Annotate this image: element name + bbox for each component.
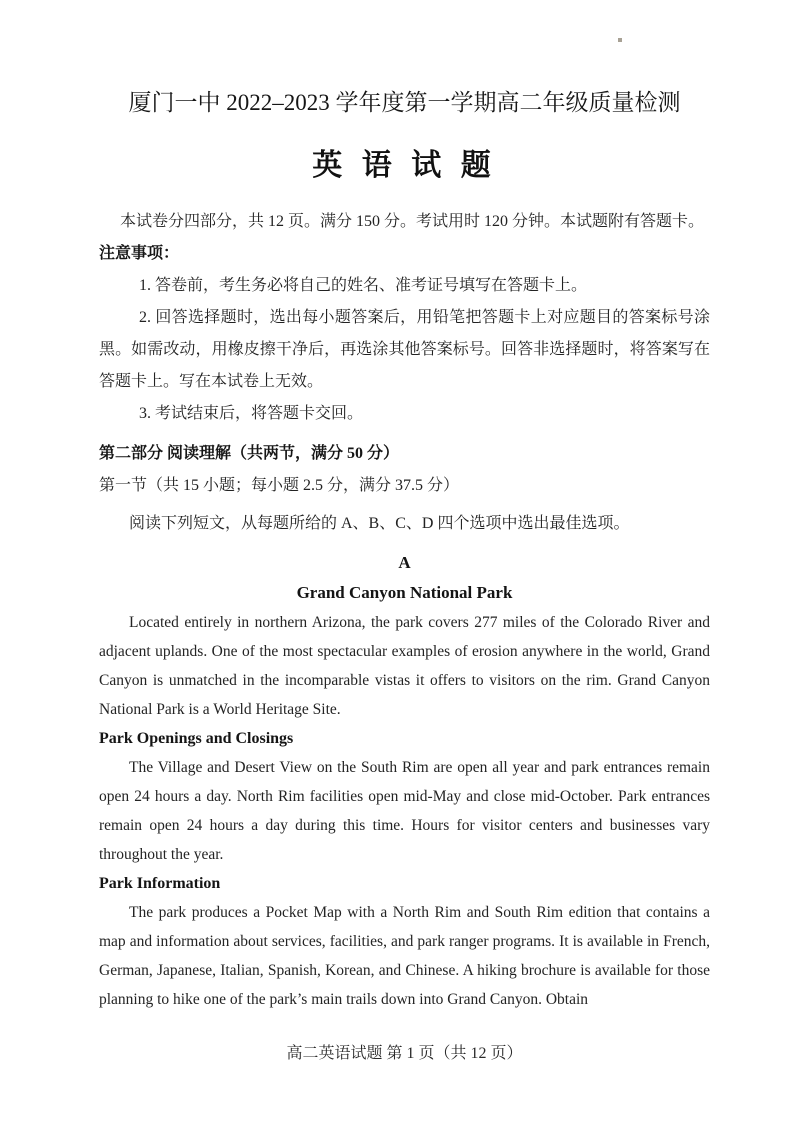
passage-paragraph: The park produces a Pocket Map with a North Rim and South Rim edition that contains a map and information about services, facilities, and park ranger programs. It is available in French, German, Japanese, Italian, Spanish, Korean, and Chinese. A hiking brochure is available for those planning to hike one of the park’s main trails down into Grand Canyon. Obtain bbox=[99, 904, 710, 1008]
exam-title: 厦门一中 2022–2023 学年度第一学期高二年级质量检测 bbox=[128, 90, 681, 115]
page-number-footer: 高二英语试题 第 1 页（共 12 页） bbox=[286, 1045, 523, 1062]
exam-summary: 本试卷分四部分，共 12 页。满分 150 分。考试用时 120 分钟。本试题附有答题卡。 bbox=[120, 213, 705, 230]
passage-paragraph: The Village and Desert View on the South Rim are open all year and park entrances remain open 24 hours a day. North Rim facilities open mid-May and close mid-October. Park entrances remain open 24 hours a day during this time. Hours for visitor centers and businesses vary throughout the year. bbox=[99, 759, 710, 863]
part-heading: 第二部分 阅读理解（共两节，满分 50 分） bbox=[99, 445, 400, 462]
passage-subheading: Park Openings and Closings bbox=[99, 730, 294, 747]
passage-label: A bbox=[398, 553, 411, 572]
page-content bbox=[99, 0, 710, 1014]
notice-item-3: 3. 考试结束后，将答题卡交回。 bbox=[139, 405, 364, 422]
passage-paragraph: Located entirely in northern Arizona, the park covers 277 miles of the Colorado River and adjacent uplands. One of the most spectacular examples of erosion anywhere in the world, Grand Canyon is unmatched in the incomparable vistas it offers to visitors on the rim. Grand Canyon National Park is a World Heritage Site. bbox=[99, 614, 710, 718]
reading-passage-a bbox=[99, 548, 710, 1014]
section-heading: 第一节（共 15 小题；每小题 2.5 分，满分 37.5 分） bbox=[99, 477, 460, 494]
passage-subheading: Park Information bbox=[99, 875, 221, 892]
notice-item-2: 2. 回答选择题时，选出每小题答案后，用铅笔把答题卡上对应题目的答案标号涂黑。如需改动，用橡皮擦干净后，再选涂其他答案标号。回答非选择题时，将答案写在答题卡上。写在本试卷上无效。 bbox=[99, 309, 710, 390]
section-instruction: 阅读下列短文，从每题所给的 A、B、C、D 四个选项中选出最佳选项。 bbox=[129, 515, 630, 532]
notice-heading: 注意事项： bbox=[99, 245, 180, 262]
subject-title: 英 语 试 题 bbox=[312, 149, 497, 182]
passage-title: Grand Canyon National Park bbox=[296, 583, 513, 602]
notice-item-1: 1. 答卷前，考生务必将自己的姓名、准考证号填写在答题卡上。 bbox=[139, 277, 588, 294]
